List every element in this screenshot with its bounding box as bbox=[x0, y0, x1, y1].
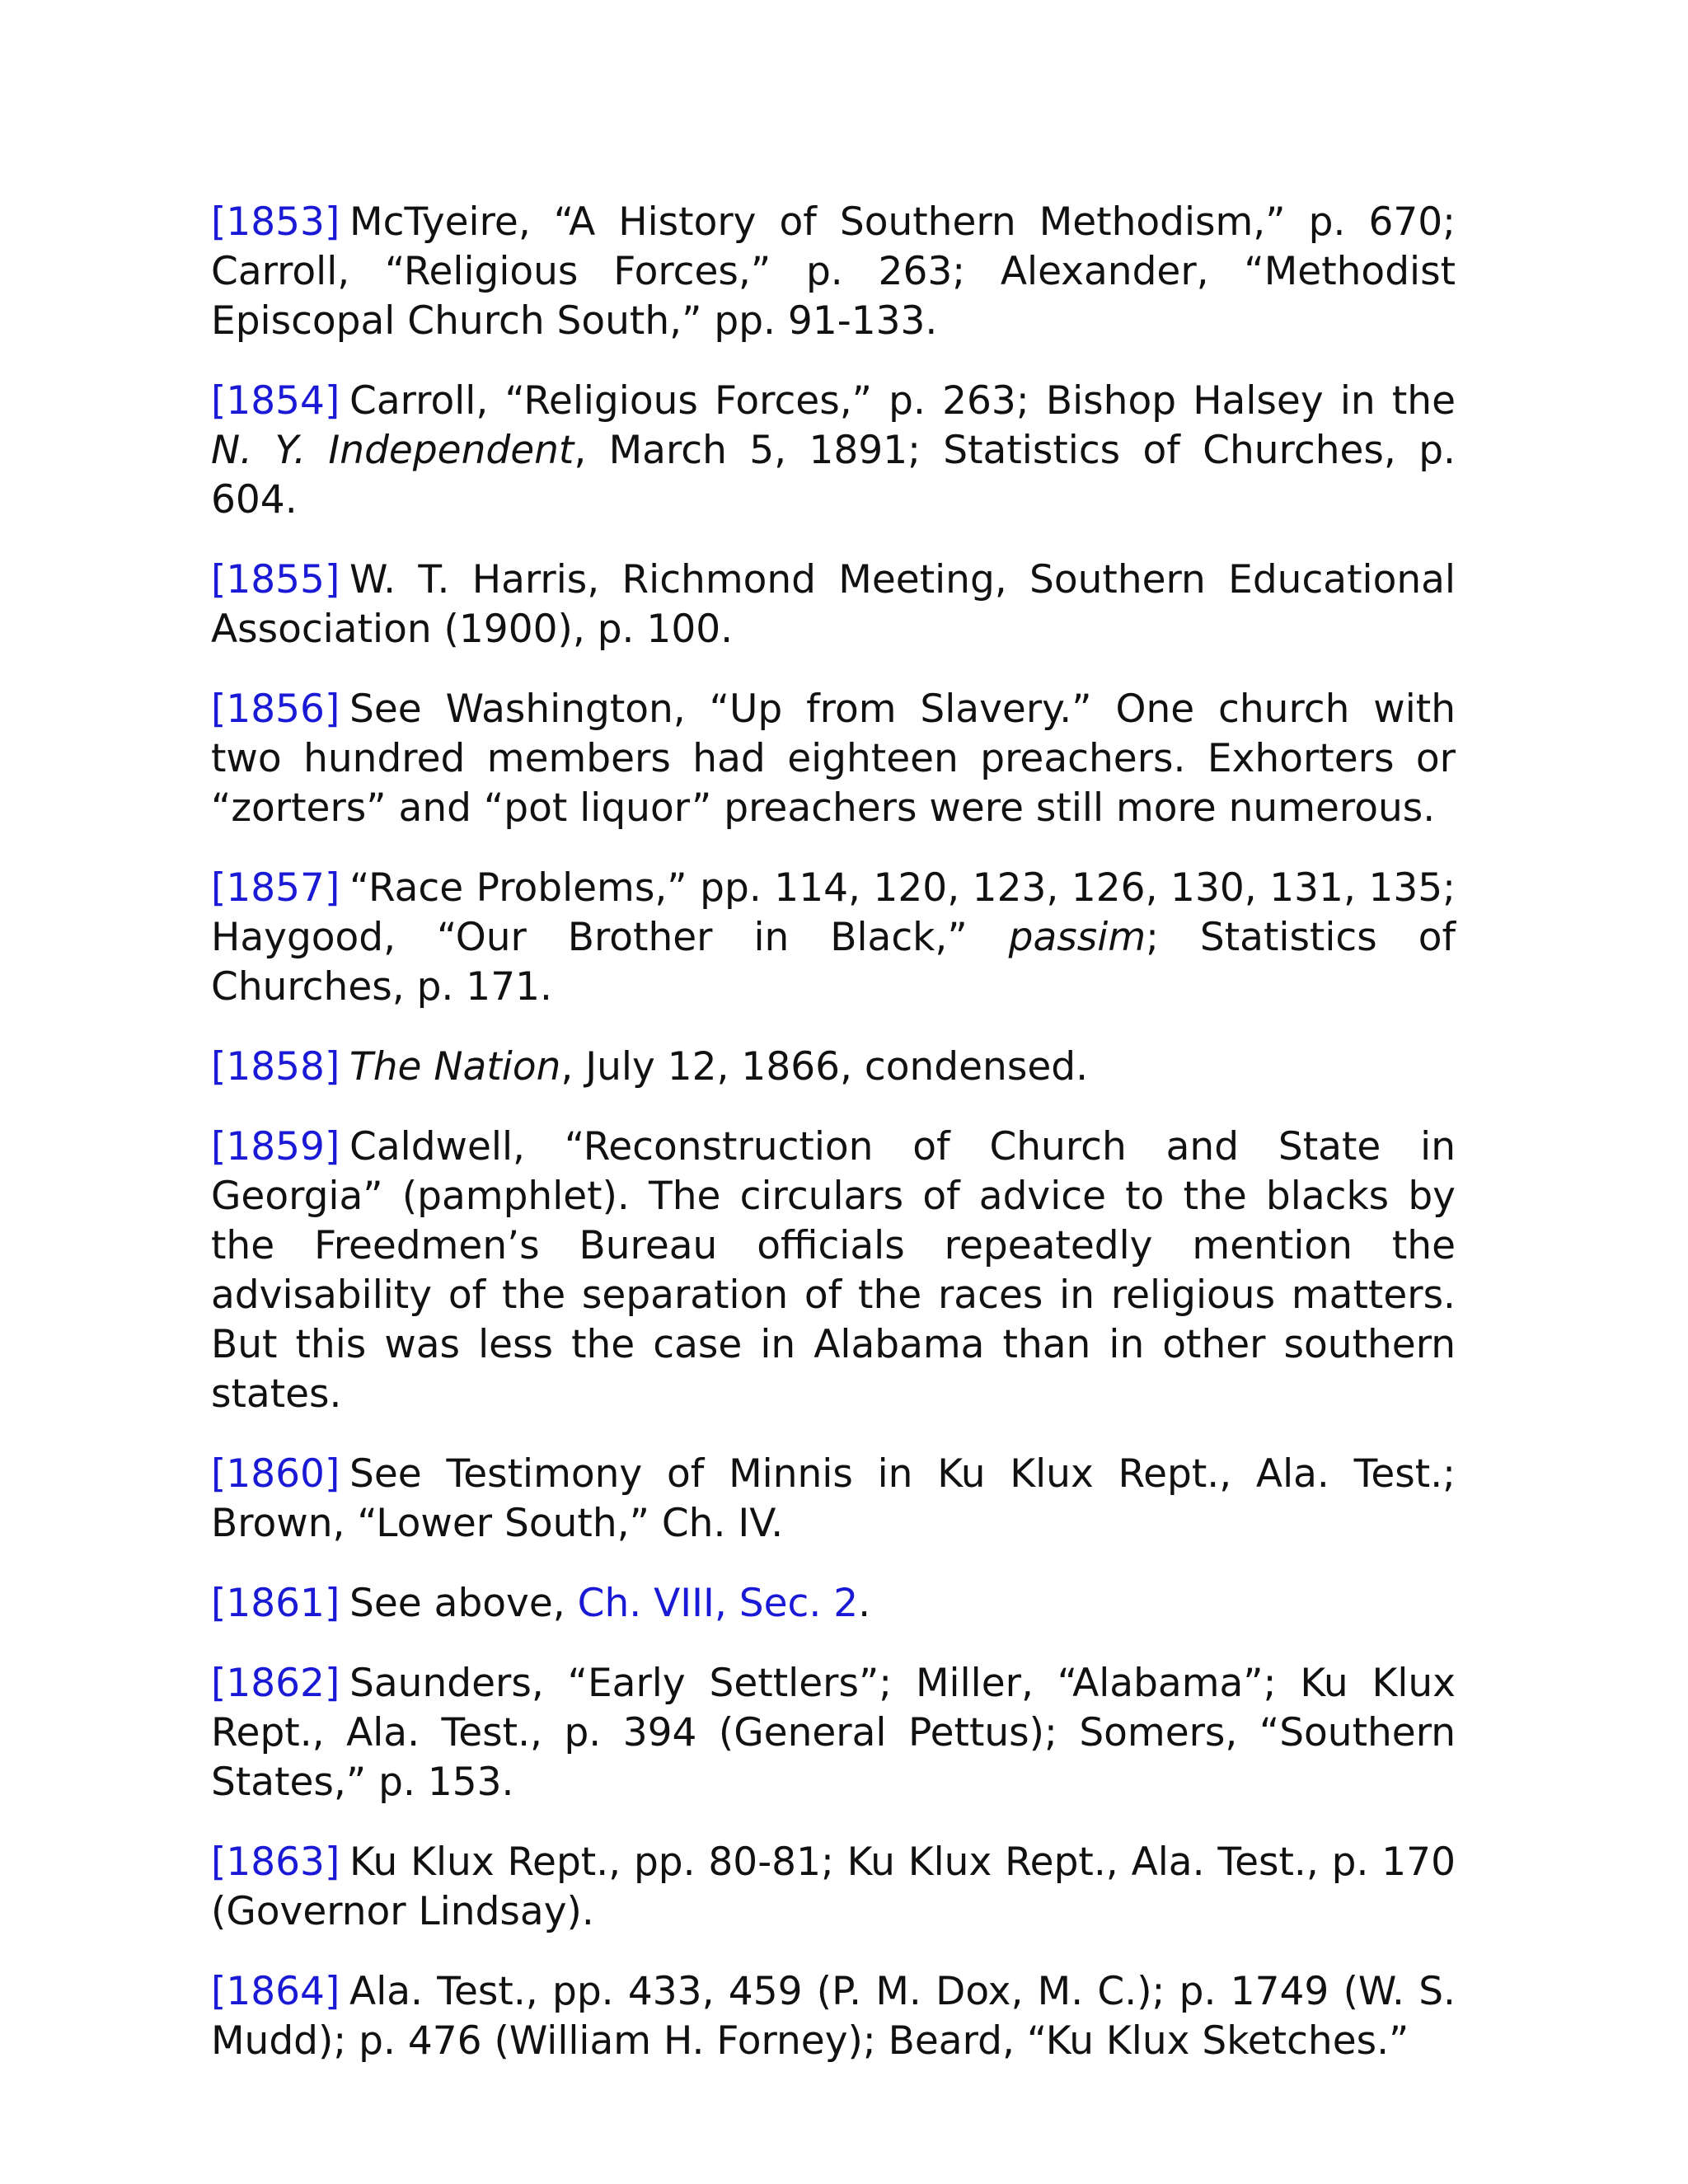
footnote-ref-link[interactable]: [1855] bbox=[211, 557, 340, 602]
footnote-text: Carroll, “Religious Forces,” p. 263; Bishop Halsey in the bbox=[349, 378, 1456, 424]
italic-title: N. Y. Independent bbox=[211, 428, 574, 473]
footnote-text: , July 12, 1866, condensed. bbox=[560, 1044, 1089, 1090]
footnote-text: . bbox=[858, 1581, 871, 1626]
footnote-text: W. T. Harris, Richmond Meeting, Southern Educational Association (1900), p. 100. bbox=[211, 557, 1456, 652]
footnote-1857 bbox=[211, 864, 1456, 1012]
footnote-1856 bbox=[211, 685, 1456, 833]
footnote-text: McTyeire, “A History of Southern Methodism,” p. 670; Carroll, “Religious Forces,” p. 263; Alexander, “Methodist Episcopal Church South,” pp. 91-133. bbox=[211, 199, 1456, 344]
footnote-1854 bbox=[211, 377, 1456, 525]
footnote-ref-link[interactable]: [1860] bbox=[211, 1451, 340, 1497]
footnote-1855 bbox=[211, 555, 1456, 654]
footnote-text: Ala. Test., pp. 433, 459 (P. M. Dox, M. C.); p. 1749 (W. S. Mudd); p. 476 (William H. Forney); Beard, “Ku Klux Sketches.” bbox=[211, 1969, 1456, 2064]
footnote-text: See above, bbox=[349, 1581, 578, 1626]
footnote-text: ; Statistics of Churches, p. 171. bbox=[211, 915, 1456, 1010]
footnote-text: See Testimony of Minnis in Ku Klux Rept., Ala. Test.; Brown, “Lower South,” Ch. IV. bbox=[211, 1451, 1456, 1546]
footnote-1853 bbox=[211, 198, 1456, 346]
footnote-1859 bbox=[211, 1122, 1456, 1419]
footnote-text: Saunders, “Early Settlers”; Miller, “Alabama”; Ku Klux Rept., Ala. Test., p. 394 (General Pettus); Somers, “Southern States,” p. 153. bbox=[211, 1661, 1456, 1805]
italic-title: The Nation bbox=[349, 1044, 561, 1090]
footnote-ref-link[interactable]: [1853] bbox=[211, 199, 340, 245]
footnote-text: Ku Klux Rept., pp. 80-81; Ku Klux Rept., Ala. Test., p. 170 (Governor Lindsay). bbox=[211, 1840, 1456, 1934]
footnote-1862 bbox=[211, 1659, 1456, 1807]
footnote-text: , March 5, 1891; Statistics of Churches, p. 604. bbox=[211, 428, 1456, 523]
footnote-1860 bbox=[211, 1450, 1456, 1549]
footnote-text: See Washington, “Up from Slavery.” One church with two hundred members had eighteen preachers. Exhorters or “zorters” and “pot liquor” preachers were still more numerous. bbox=[211, 687, 1456, 831]
italic-title: passim bbox=[1008, 915, 1146, 960]
footnote-1863 bbox=[211, 1838, 1456, 1937]
footnote-ref-link[interactable]: [1856] bbox=[211, 687, 340, 732]
footnote-1861 bbox=[211, 1579, 1456, 1629]
footnote-1858 bbox=[211, 1043, 1456, 1092]
footnote-ref-link[interactable]: [1864] bbox=[211, 1969, 340, 2014]
footnote-ref-link[interactable]: [1863] bbox=[211, 1840, 340, 1885]
footnote-text: Caldwell, “Reconstruction of Church and State in Georgia” (pamphlet). The circulars of advice to the blacks by the Freedmen’s Bureau officials repeatedly mention the advisability of the separation of the races in religious matters. But this was less the case in Alabama than in other southern states. bbox=[211, 1124, 1456, 1417]
footnote-ref-link[interactable]: [1862] bbox=[211, 1661, 340, 1706]
footnote-1864 bbox=[211, 1967, 1456, 2066]
footnote-ref-link[interactable]: [1854] bbox=[211, 378, 340, 424]
footnote-ref-link[interactable]: [1861] bbox=[211, 1581, 340, 1626]
footnote-text: “Race Problems,” pp. 114, 120, 123, 126, 130, 131, 135; Haygood, “Our Brother in Black,” bbox=[211, 865, 1456, 960]
footnotes-page bbox=[211, 198, 1456, 2097]
footnote-ref-link[interactable]: [1857] bbox=[211, 865, 340, 911]
footnote-ref-link[interactable]: [1858] bbox=[211, 1044, 340, 1090]
footnote-ref-link[interactable]: [1859] bbox=[211, 1124, 340, 1169]
cross-reference-link[interactable]: Ch. VIII, Sec. 2 bbox=[577, 1581, 859, 1626]
